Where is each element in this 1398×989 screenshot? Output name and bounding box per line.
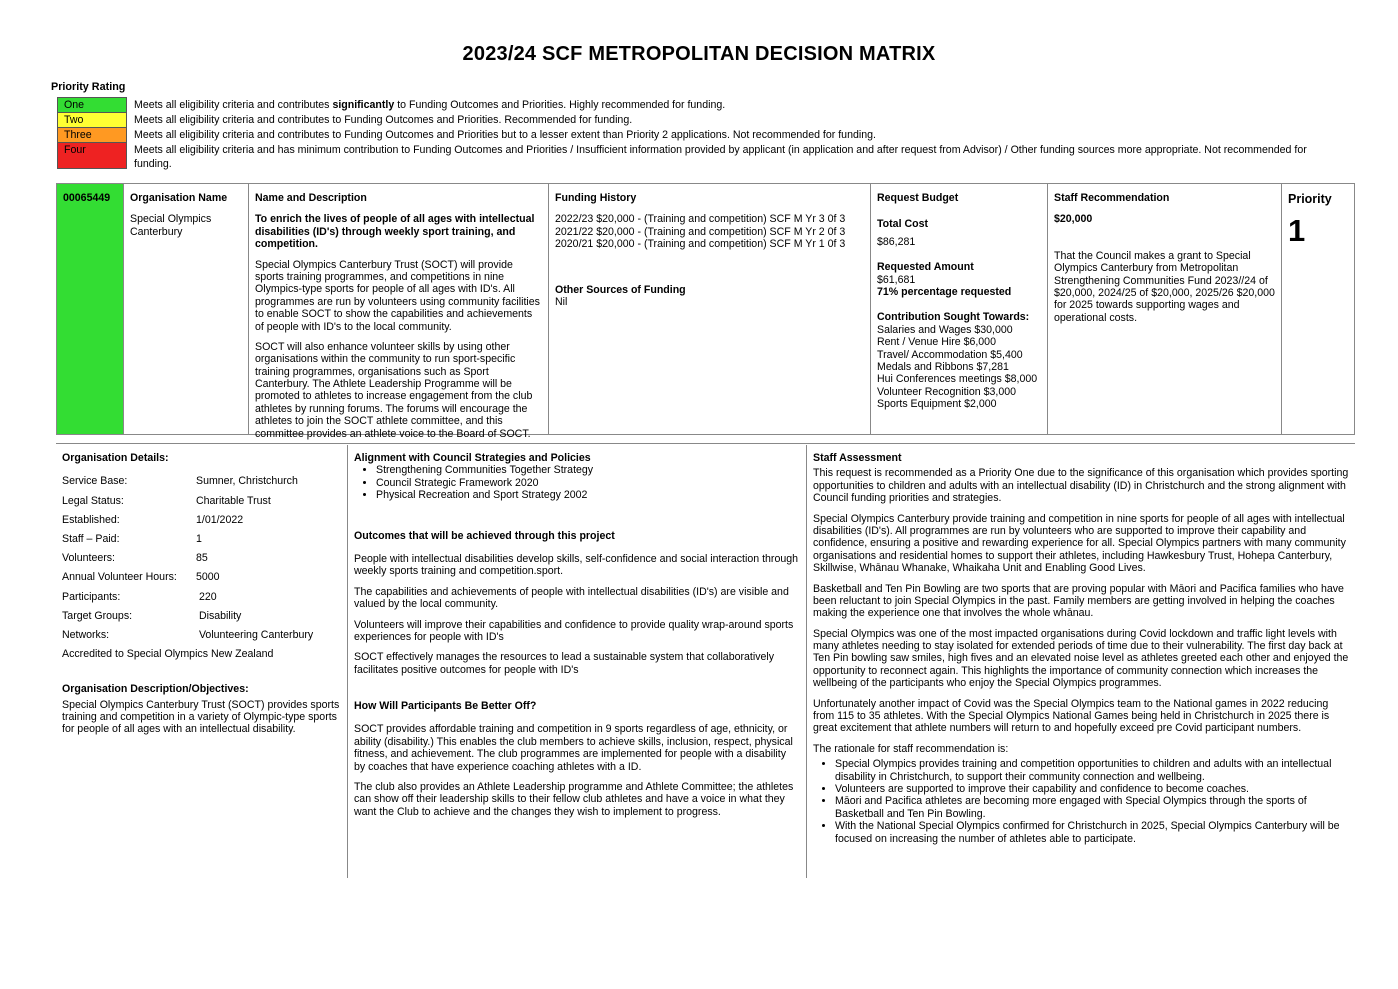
alignment-list: [354, 464, 800, 501]
detail-row-established: Established: 1/01/2022: [62, 513, 244, 526]
staff-recommendation-amount: $20,000: [1054, 213, 1093, 226]
funding-history-cell: [549, 184, 871, 434]
request-budget-header: Request Budget: [877, 192, 959, 204]
priority-rating-label: Priority Rating: [51, 81, 126, 93]
assessment-section: [56, 443, 1355, 878]
legend-row-three: [57, 127, 1307, 142]
assessment-paragraph: Basketball and Ten Pin Bowling are two sports that are proving popular with Māori and Pacifica families who have been reluctant to join Special Olympics in the past. Family members are getting involved in helping the coaches making the experience one that involves the whole whānau.: [813, 582, 1344, 620]
project-lead: To enrich the lives of people of all ages with intellectual disabilities (ID's) through weekly sport training, and competition.: [255, 213, 535, 251]
contribution-item: Travel/ Accommodation $5,400: [877, 348, 1023, 361]
detail-row-participants: Participants: 220: [62, 590, 217, 603]
requested-amount-label: Requested Amount: [877, 261, 974, 274]
funding-history-item: 2022/23 $20,000 - (Training and competition) SCF M Yr 3 0f 3: [555, 213, 846, 226]
detail-row-target-groups: Target Groups: Disability: [62, 609, 242, 622]
other-sources-header: Other Sources of Funding: [555, 283, 686, 296]
other-sources-value: Nil: [555, 295, 568, 308]
outcome-item: People with intellectual disabilities develop skills, self-confidence and social interaction through weekly sports training and competition.sport.: [354, 552, 799, 578]
outcome-item: SOCT effectively manages the resources to lead a sustainable system that collaboratively facilitates positive outcomes for people with ID's: [354, 651, 775, 676]
organisation-description-header: Organisation Description/Objectives:: [62, 683, 249, 696]
contribution-item: Volunteer Recognition $3,000: [877, 385, 1017, 398]
legend-swatch-three: Three: [57, 127, 127, 142]
assessment-paragraph: Special Olympics Canterbury provide training and competition in nine sports for people of all ages with intellectual disabilities (ID's). All programmes are run by volunteers who are supported to improve their capability and confidence, ensuring a positive and rewarding experience for all. Special Olympics partners with many community organisations and residential homes to support their athletes, including Hawkesbury Trust, Hohepa Canterbury, Skillwise, Whānau Whanake, Whaikaha Unit and Enabling Good Lives.: [813, 512, 1346, 575]
rationale-item: • With the National Special Olympics confirmed for Christchurch in 2025, Special Olympics Canterbury will be focused on increasing the number of athletes able to participate.: [835, 820, 1349, 845]
assessment-paragraph: This request is recommended as a Priority One due to the significance of this organisation which provides sporting opportunities to children and adults with an intellectual disability (ID) in Christchurch and the strong alignment with Council funding priorities and strategies.: [813, 467, 1349, 505]
request-budget-cell: [871, 184, 1048, 434]
detail-row-staff-paid: Staff – Paid: 1: [62, 532, 202, 545]
staff-assessment-column: [807, 444, 1355, 878]
contribution-item: Medals and Ribbons $7,281: [877, 360, 1009, 373]
organisation-name-header: Organisation Name: [130, 192, 228, 204]
staff-recommendation-text: That the Council makes a grant to Special Olympics Canterbury from Metropolitan Strengthening Communities Fund 2023//24 of $20,000, 2024/25 of $20,000, 2025/26 $20,000 for 2025 towards supporting wages and operational costs.: [1054, 249, 1275, 324]
legend-swatch-four: Four: [57, 142, 127, 169]
contribution-item: Salaries and Wages $30,000: [877, 323, 1013, 336]
project-description-2: SOCT will also enhance volunteer skills by using other organisations within the community to run sport-specific training programmes, organisations such as Sport Canterbury. The Athlete Leadership Programme will be promoted to athletes to increase engagement from the club athletes by running forums. The forums will encourage the athletes to join the SOCT athlete committee, and this committee provides an athlete voice to the Board of SOCT.: [255, 340, 533, 440]
staff-recommendation-header: Staff Recommendation: [1054, 192, 1170, 204]
rationale-item: • Special Olympics provides training and competition opportunities to children and adults with an intellectual disability in Christchurch, to support their community connection and wellbeing.: [835, 758, 1349, 783]
name-description-header: Name and Description: [255, 192, 367, 204]
page-title: 2023/24 SCF METROPOLITAN DECISION MATRIX: [462, 43, 936, 65]
organisation-details-column: [56, 444, 347, 878]
application-id-cell: [57, 184, 124, 434]
organisation-name: Special Olympics Canterbury: [130, 213, 212, 238]
requested-amount-value: $61,681: [877, 273, 916, 286]
rationale-item: • Volunteers are supported to improve their capability and confidence to become coaches.: [835, 783, 1349, 795]
staff-assessment-header: Staff Assessment: [813, 452, 902, 464]
legend-row-one: [57, 97, 1307, 112]
legend-row-four: [57, 142, 1307, 171]
percentage-requested: 71% percentage requested: [877, 285, 1012, 298]
rationale-list: [813, 758, 1349, 845]
better-off-paragraph: The club also provides an Athlete Leadership programme and Athlete Committee; the athletes can show off their leadership skills to their fellow club athletes and have a voice in what they want the Club to achieve and the changes they wish to implement to progress.: [354, 781, 794, 818]
rationale-intro: The rationale for staff recommendation is:: [813, 742, 1009, 755]
legend-swatch-one: One: [57, 97, 127, 112]
total-cost-value: $86,281: [877, 235, 916, 248]
outcomes-header: Outcomes that will be achieved through this project: [354, 529, 615, 542]
legend-text-four: Meets all eligibility criteria and has minimum contribution to Funding Outcomes and Priorities / Insufficient information provided by applicant (in application and after request from Advisor) / Other funding sources more appropriate. Not recommended for funding.: [134, 144, 1307, 170]
outcome-item: Volunteers will improve their capabilities and confidence to provide quality wrap-around sports experiences for people with ID's: [354, 618, 794, 643]
detail-row-networks: Networks: Volunteering Canterbury: [62, 628, 314, 641]
legend-text-three: Meets all eligibility criteria and contributes to Funding Outcomes and Priorities but to a lesser extent than Priority 2 applications. Not recommended for funding.: [134, 129, 876, 141]
application-summary-table: [56, 183, 1355, 440]
staff-recommendation-cell: [1048, 184, 1282, 434]
accreditation: Accredited to Special Olympics New Zealand: [62, 648, 274, 661]
better-off-header: How Will Participants Be Better Off?: [354, 700, 537, 713]
funding-history-header: Funding History: [555, 192, 637, 204]
priority-header: Priority: [1288, 192, 1332, 206]
detail-row-service-base: Service Base: Sumner, Christchurch: [62, 475, 298, 488]
priority-cell: [1282, 184, 1356, 434]
alignment-column: [348, 444, 806, 878]
priority-value: 1: [1288, 212, 1306, 248]
alignment-header: Alignment with Council Strategies and Policies: [354, 452, 591, 464]
contribution-item: Rent / Venue Hire $6,000: [877, 336, 996, 349]
legend-text-two: Meets all eligibility criteria and contributes to Funding Outcomes and Priorities. Recommended for funding.: [134, 114, 633, 126]
outcome-item: The capabilities and achievements of people with intellectual disabilities (ID's) are visible and valued by the local community.: [354, 585, 789, 611]
project-description-1: Special Olympics Canterbury Trust (SOCT) will provide sports training programmes, and competitions in nine Olympics-type sports for people of all ages with ID's. All programmes are run by volunteers using community facilities to enable SOCT to show the capabilities and achievements of people with ID's to the local community.: [255, 258, 540, 333]
contribution-item: Sports Equipment $2,000: [877, 398, 997, 411]
detail-row-legal-status: Legal Status: Charitable Trust: [62, 494, 271, 507]
name-description-cell: [249, 184, 549, 440]
detail-row-volunteer-hours: Annual Volunteer Hours: 5000: [62, 571, 220, 584]
assessment-paragraph: Unfortunately another impact of Covid was the Special Olympics team to the National games in 2022 reducing from 115 to 35 athletes. With the Special Olympics National Games being held in Christchurch in 2025 there is great excitement that athlete numbers will return to and hopefully exceed pre Covid participant numbers.: [813, 697, 1330, 735]
detail-row-volunteers: Volunteers: 85: [62, 552, 208, 565]
organisation-name-cell: [124, 184, 249, 434]
application-id: 00065449: [63, 192, 111, 204]
assessment-paragraph: Special Olympics was one of the most impacted organisations during Covid lockdown and traffic light levels with many athletes needing to stay isolated for extended periods of time due to their vulnerability. The first day back at Ten Pin bowling saw smiles, high fives and an elevated noise level as athletes greeted each other and enjoyed the opportunity to reconnect again. This highlights the importance of community connection which increases the wellbeing of the participants who enjoy the Special Olympics programmes.: [813, 627, 1349, 690]
legend-swatch-two: Two: [57, 112, 127, 127]
contribution-label: Contribution Sought Towards:: [877, 311, 1030, 324]
priority-legend: [57, 97, 1307, 171]
funding-history-item: 2021/22 $20,000 - (Training and competition) SCF M Yr 2 0f 3: [555, 225, 846, 238]
funding-history-item: 2020/21 $20,000 - (Training and competition) SCF M Yr 1 0f 3: [555, 238, 846, 251]
alignment-item: • Council Strategic Framework 2020: [376, 477, 800, 489]
total-cost-label: Total Cost: [877, 218, 929, 231]
organisation-details-header: Organisation Details:: [62, 452, 169, 464]
alignment-item: • Strengthening Communities Together Strategy: [376, 464, 800, 476]
better-off-paragraph: SOCT provides affordable training and competition in 9 sports regardless of age, ethnicity, or ability (disability.) This enables the club members to achieve skills, inclusion, respect, physical fitness, and achievement. The club programmes are implemented for people with a disability by coaches that have experience coaching athletes with a ID.: [354, 723, 793, 773]
legend-row-two: [57, 112, 1307, 127]
contribution-item: Hui Conferences meetings $8,000: [877, 373, 1038, 386]
alignment-item: • Physical Recreation and Sport Strategy 2002: [376, 489, 800, 501]
organisation-description: Special Olympics Canterbury Trust (SOCT) provides sports training and competition in a variety of Olympic-type sports for people of all ages with an intellectual disability.: [62, 698, 340, 736]
rationale-item: • Māori and Pacifica athletes are becoming more engaged with Special Olympics through the sports of Basketball and Ten Pin Bowling.: [835, 795, 1349, 820]
legend-text-one: Meets all eligibility criteria and contributes significantly to Funding Outcomes and Priorities. Highly recommended for funding.: [134, 99, 726, 111]
